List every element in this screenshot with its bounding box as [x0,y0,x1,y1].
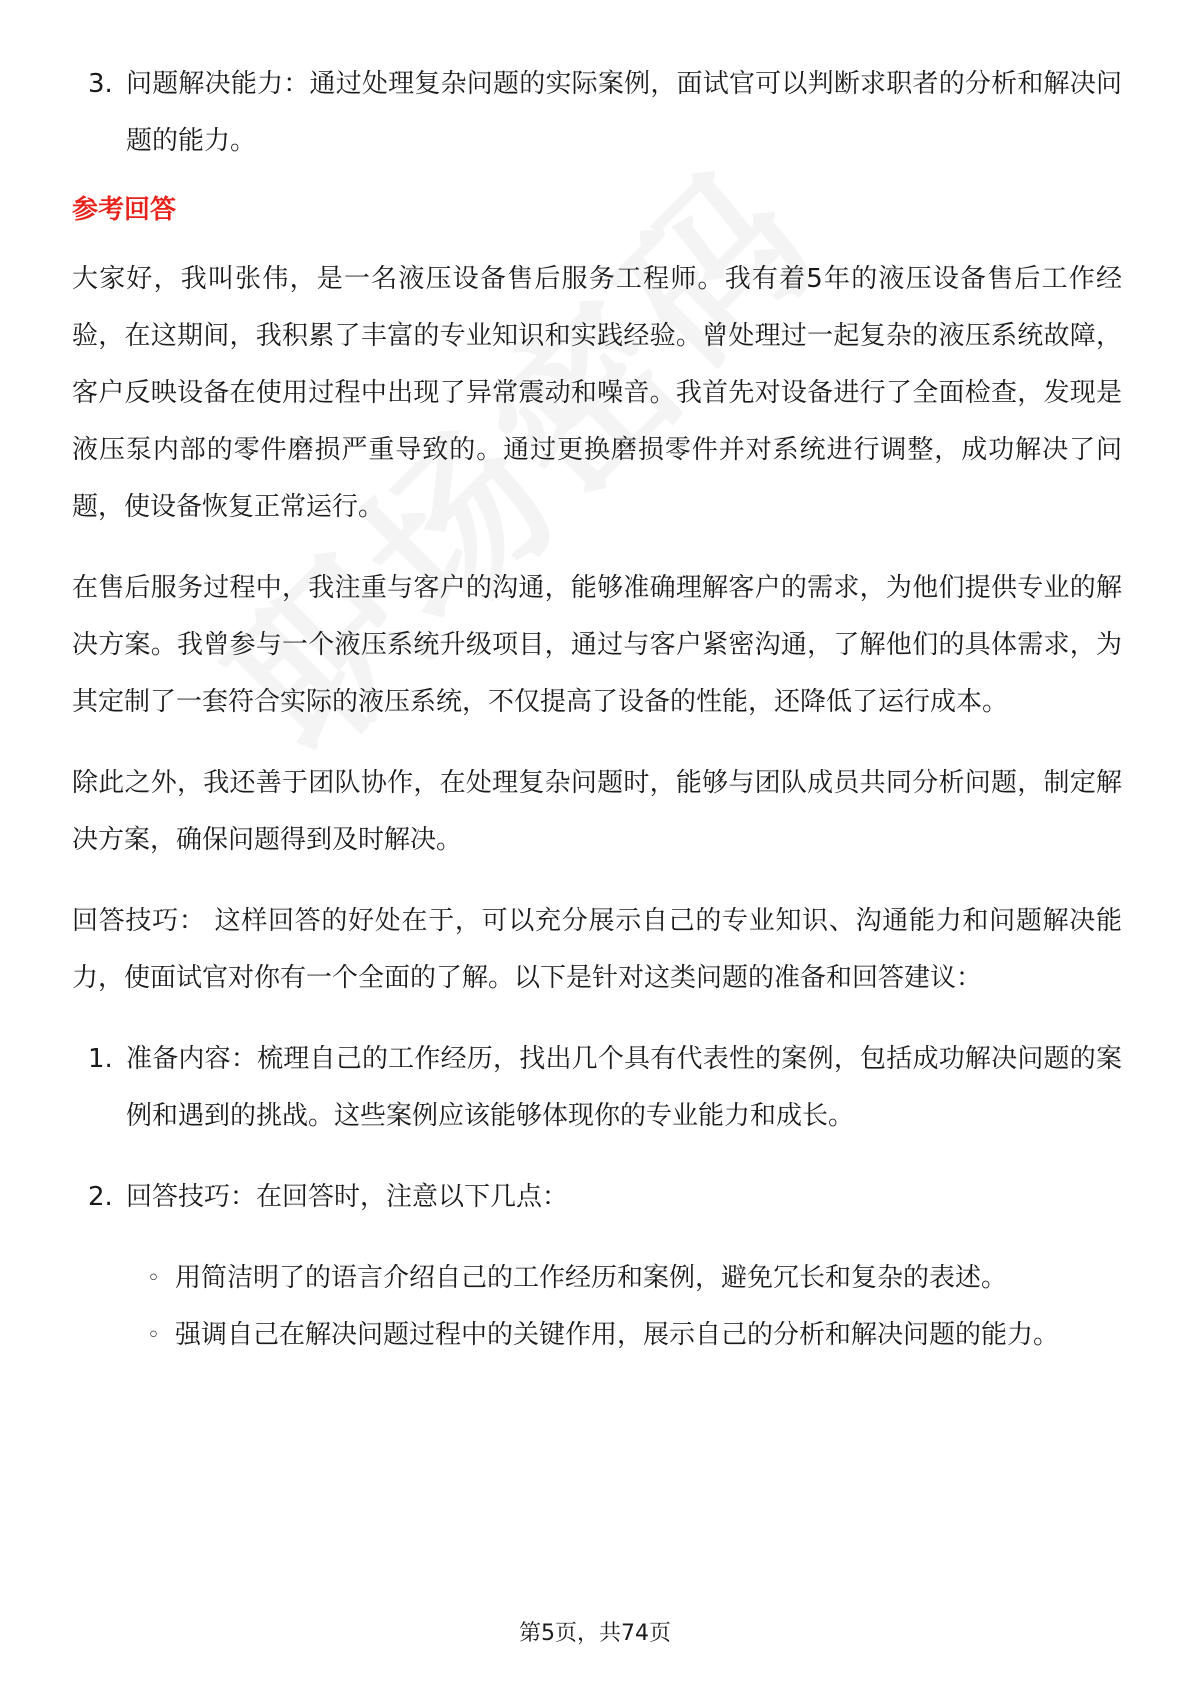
paragraph-tips: 回答技巧： 这样回答的好处在于，可以充分展示自己的专业知识、沟通能力和问题解决能力，使面试官对你有一个全面的了解。以下是针对这类问题的准备和回答建议： [72,906,1122,993]
bullet-icon: ◦ [147,1323,160,1348]
list-item-2 [72,1169,1122,1226]
bullet-text: 强调自己在解决问题过程中的关键作用，展示自己的分析和解决问题的能力。 [175,1320,1060,1350]
bullet-text: 用简洁明了的语言介绍自己的工作经历和案例，避免冗长和复杂的表述。 [175,1263,1008,1293]
list-item-1 [72,1031,1122,1145]
bullet-icon: ◦ [147,1266,160,1291]
paragraph-teamwork: 除此之外，我还善于团队协作，在处理复杂问题时，能够与团队成员共同分析问题，制定解决方案，确保问题得到及时解决。 [72,768,1122,855]
paragraph-intro: 大家好，我叫张伟，是一名液压设备售后服务工程师。我有着5年的液压设备售后工作经验，在这期间，我积累了丰富的专业知识和实践经验。曾处理过一起复杂的液压系统故障，客户反映设备在使用过程中出现了异常震动和噪音。我首先对设备进行了全面检查，发现是液压泵内部的零件磨损严重导致的。通过更换磨损零件并对系统进行调整，成功解决了问题，使设备恢复正常运行。 [72,264,1122,522]
paragraph-communication: 在售后服务过程中，我注重与客户的沟通，能够准确理解客户的需求，为他们提供专业的解决方案。我曾参与一个液压系统升级项目，通过与客户紧密沟通，了解他们的具体需求，为其定制了一套符合实际的液压系统，不仅提高了设备的性能，还降低了运行成本。 [72,573,1122,717]
list-number: 1. [88,1044,113,1074]
bullet-item [72,1250,1122,1307]
list-item-text: 准备内容：梳理自己的工作经历，找出几个具有代表性的案例，包括成功解决问题的案例和遇到的挑战。这些案例应该能够体现你的专业能力和成长。 [126,1044,1122,1131]
page-number: 第5页，共74页 [519,1621,671,1646]
page-content [72,56,1122,1364]
list-item-3 [72,56,1122,170]
bullet-item [72,1307,1122,1364]
list-number: 3. [88,69,113,99]
list-item-text: 回答技巧：在回答时，注意以下几点： [126,1182,569,1212]
section-heading: 参考回答 [72,195,177,225]
list-number: 2. [88,1182,113,1212]
list-item-text: 问题解决能力：通过处理复杂问题的实际案例，面试官可以判断求职者的分析和解决问题的能力。 [126,69,1122,156]
